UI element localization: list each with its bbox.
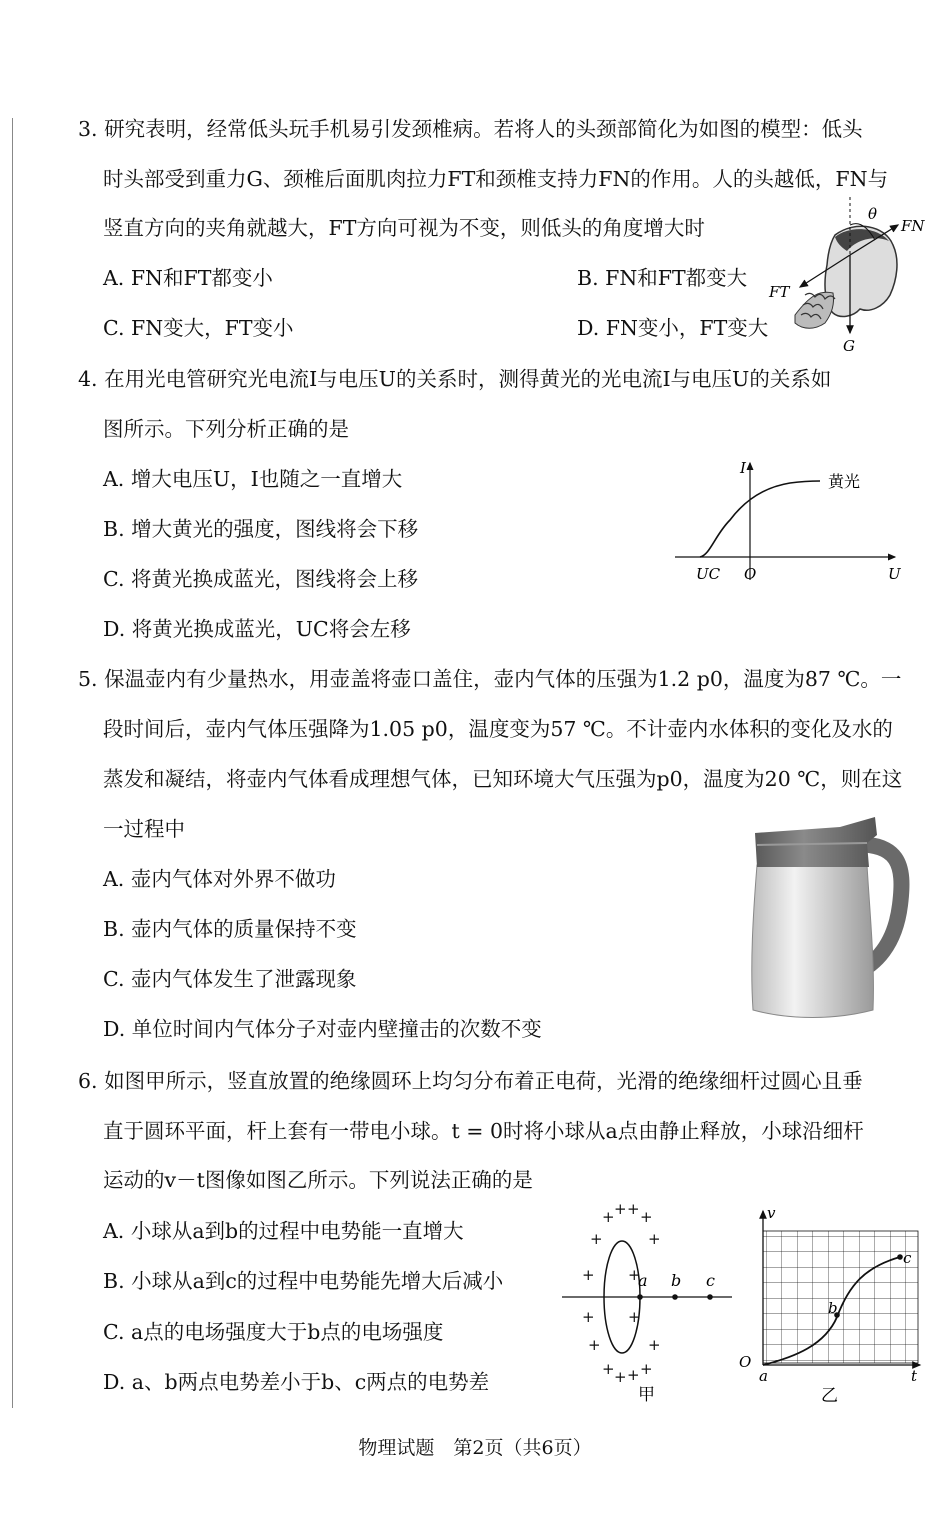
q4-option-d: D. 将黄光换成蓝光，UC将会左移	[103, 617, 411, 641]
point-c	[707, 1294, 713, 1300]
q5-option-c: C. 壶内气体发生了泄露现象	[103, 967, 357, 991]
q5-option-a: A. 壶内气体对外界不做功	[103, 867, 336, 891]
label-a: a	[638, 1271, 648, 1290]
q3-option-d: D. FN变小，FT变大	[577, 316, 769, 340]
svg-text:+: +	[640, 1360, 653, 1378]
b-label: b	[828, 1299, 838, 1317]
q6-stem-line3: 运动的v－t图像如图乙所示。下列说法正确的是	[103, 1168, 533, 1192]
q3-stem-line3: 竖直方向的夹角就越大，FT方向可视为不变，则低头的角度增大时	[103, 216, 705, 240]
svg-text:+: +	[614, 1200, 627, 1218]
svg-text:+: +	[602, 1360, 615, 1378]
v-label: v	[767, 1205, 776, 1222]
margin-rule	[12, 118, 13, 1408]
u-axis-label: U	[888, 565, 901, 583]
q4-stem-line1: 4. 在用光电管研究光电流I与电压U的关系时，测得黄光的光电流I与电压U的关系如	[78, 367, 832, 391]
svg-text:+: +	[627, 1366, 640, 1384]
caption-jia: 甲	[638, 1385, 655, 1405]
a-label: a	[759, 1367, 768, 1385]
q5-stem-line3: 蒸发和凝结，将壶内气体看成理想气体，已知环境大气压强为p0，温度为20 ℃，则在这	[103, 767, 903, 791]
uc-label: UC	[696, 565, 721, 583]
svg-text:+: +	[582, 1266, 595, 1284]
o-label: O	[739, 1353, 752, 1371]
q5-stem-line2: 段时间后，壶内气体压强降为1.05 p0，温度变为57 ℃。不计壶内水体积的变化及水的	[103, 717, 893, 741]
yellow-light-curve	[700, 481, 820, 557]
q3-option-a: A. FN和FT都变小	[103, 266, 273, 290]
svg-text:+: +	[582, 1308, 595, 1326]
thermos-lid	[755, 817, 877, 867]
q5-option-b: B. 壶内气体的质量保持不变	[103, 917, 357, 941]
q6-stem-line1: 6. 如图甲所示，竖直放置的绝缘圆环上均匀分布着正电荷，光滑的绝缘细杆过圆心且垂	[78, 1069, 863, 1093]
q4-option-c: C. 将黄光换成蓝光，图线将会上移	[103, 567, 418, 591]
fn-label: FN	[901, 217, 925, 235]
caption-yi: 乙	[821, 1386, 838, 1406]
i-axis-label: I	[740, 459, 746, 477]
curve-label: 黄光	[828, 472, 861, 491]
label-c: c	[706, 1271, 715, 1290]
neck-icon	[795, 292, 834, 328]
q4-stem-line2: 图所示。下列分析正确的是	[103, 417, 349, 441]
point-a	[637, 1294, 643, 1300]
theta-label: θ	[868, 205, 878, 223]
label-b: b	[671, 1271, 682, 1290]
q4-option-b: B. 增大黄光的强度，图线将会下移	[103, 517, 419, 541]
q3-option-c: C. FN变大，FT变小	[103, 316, 294, 340]
origin-label: O	[744, 565, 757, 583]
svg-text:+: +	[590, 1230, 603, 1248]
thermos-body	[752, 865, 874, 1018]
svg-text:+: +	[588, 1336, 601, 1354]
svg-text:+: +	[640, 1208, 653, 1226]
q3-head-figure	[765, 195, 935, 355]
q6-option-b: B. 小球从a到c的过程中电势能先增大后减小	[103, 1269, 504, 1293]
figure-jia-ring	[560, 1200, 745, 1410]
point-b	[672, 1294, 678, 1300]
svg-text:+: +	[648, 1336, 661, 1354]
q6-option-a: A. 小球从a到b的过程中电势能一直增大	[103, 1219, 464, 1243]
thermos-image	[735, 805, 915, 1025]
figure-yi-vt-graph	[735, 1205, 925, 1410]
svg-text:+: +	[628, 1266, 641, 1284]
q5-stem-line1: 5. 保温壶内有少量热水，用壶盖将壶口盖住，壶内气体的压强为1.2 p0，温度为87 ℃。一	[78, 667, 902, 691]
q3-stem-line2: 时头部受到重力G、颈椎后面肌肉拉力FT和颈椎支持力FN的作用。人的头越低，FN与	[103, 167, 889, 191]
q6-option-d: D. a、b两点电势差小于b、c两点的电势差	[103, 1370, 490, 1394]
q3-stem-line1: 3. 研究表明，经常低头玩手机易引发颈椎病。若将人的头颈部简化为如图的模型：低头	[78, 117, 863, 141]
c-label: c	[903, 1249, 912, 1267]
t-label: t	[911, 1367, 918, 1385]
q5-option-d: D. 单位时间内气体分子对壶内壁撞击的次数不变	[103, 1017, 542, 1041]
q6-option-c: C. a点的电场强度大于b点的电场强度	[103, 1320, 444, 1344]
svg-text:+: +	[614, 1368, 627, 1386]
q3-option-b: B. FN和FT都变大	[577, 266, 748, 290]
svg-text:+: +	[648, 1230, 661, 1248]
vt-point-c	[897, 1254, 903, 1260]
ft-label: FT	[769, 283, 790, 301]
q4-iu-graph	[670, 455, 910, 590]
page-footer: 物理试题 第2页（共6页）	[358, 1437, 592, 1459]
q6-stem-line2: 直于圆环平面，杆上套有一带电小球。t = 0时将小球从a点由静止释放，小球沿细杆	[103, 1119, 864, 1143]
svg-text:+: +	[602, 1208, 615, 1226]
q5-stem-line4: 一过程中	[103, 817, 185, 841]
g-label: G	[843, 337, 855, 355]
svg-text:+: +	[627, 1200, 640, 1218]
svg-text:+: +	[628, 1308, 641, 1326]
grid	[763, 1231, 918, 1363]
q4-option-a: A. 增大电压U，I也随之一直增大	[103, 467, 403, 491]
